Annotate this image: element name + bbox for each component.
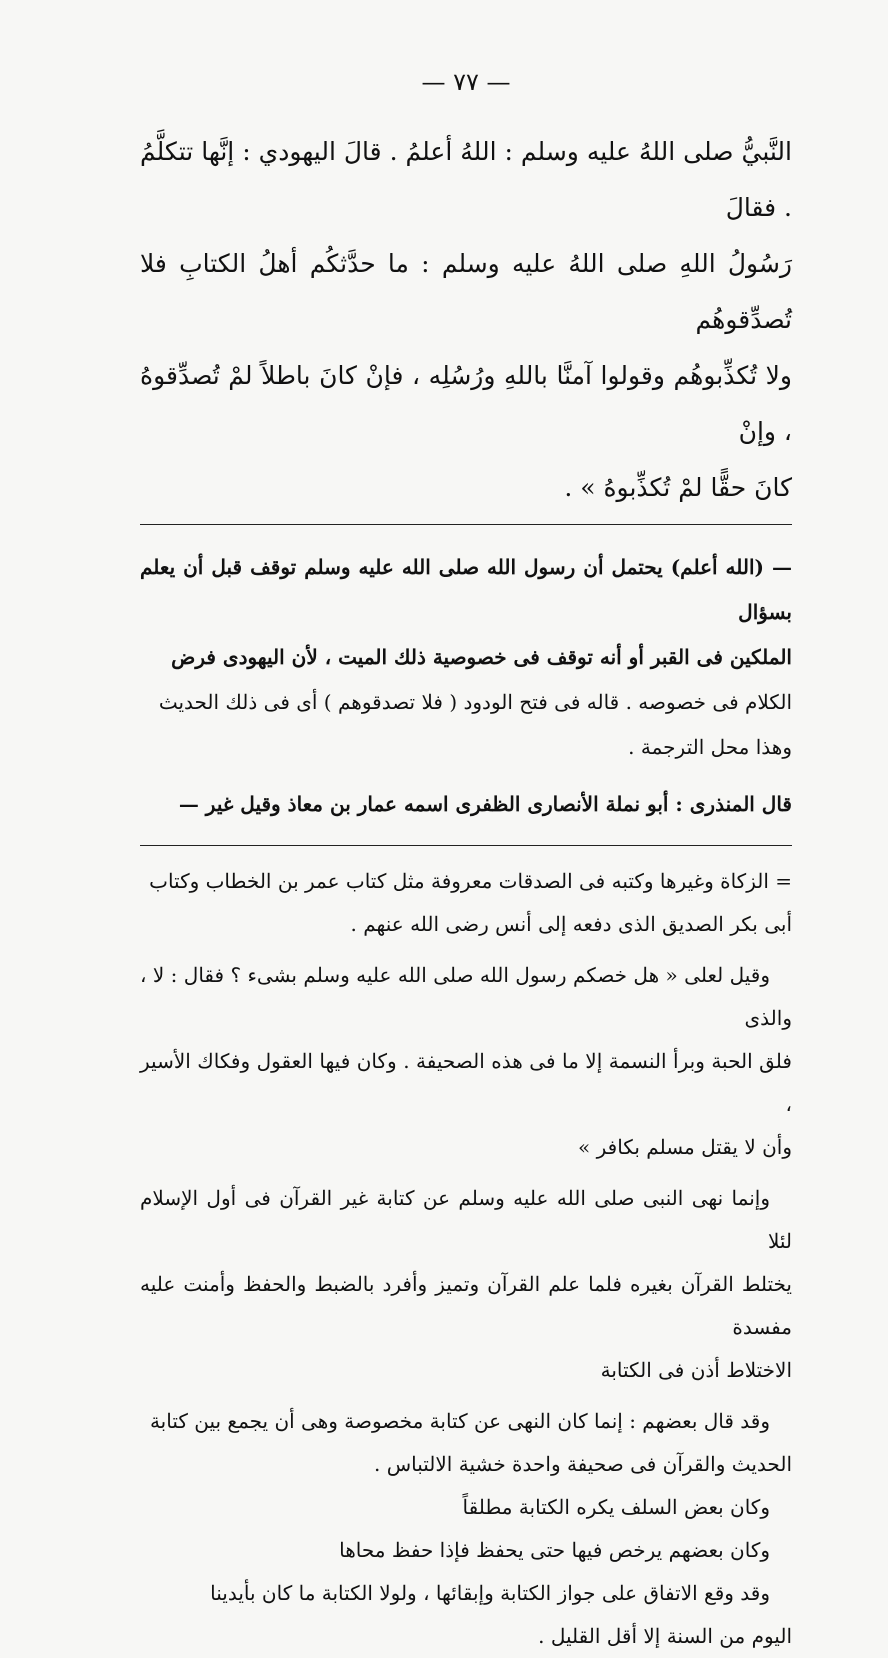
hadith-line: كانَ حقًّا لمْ تُكذِّبوهُ » . — [564, 473, 792, 502]
hadith-line: النَّبيُّ صلى اللهُ عليه وسلم : اللهُ أعلمُ . قالَ اليهودي : إنَّها تتكلَّمُ . فقالَ — [140, 137, 792, 222]
commentary-line: — (الله أعلم) يحتمل أن رسول الله صلى الله عليه وسلم توقف قبل أن يعلم بسؤال — [140, 555, 792, 624]
footnote-line: يختلط القرآن بغيره فلما علم القرآن وتميز وأفرد بالضبط والحفظ وأمنت عليه مفسدة — [140, 1272, 792, 1339]
footnote-line: وقيل لعلى « هل خصكم رسول الله صلى الله عليه وسلم بشىء ؟ فقال : لا ، والذى — [140, 963, 792, 1030]
commentary-line: الكلام فى خصوصه . قاله فى فتح الودود ( فلا تصدقوهم ) أى فى ذلك الحديث — [158, 690, 792, 714]
footnote-line: وقد وقع الاتفاق على جواز الكتابة وإبقائها ، ولولا الكتابة ما كان بأيدينا — [210, 1581, 770, 1605]
hadith-line: رَسُولُ اللهِ صلى اللهُ عليه وسلم : ما حدَّثكُم أهلُ الكتابِ فلا تُصدِّقوهُم — [140, 249, 792, 334]
commentary-note: قال المنذرى : أبو نملة الأنصارى الظفرى اسمه عمار بن معاذ وقيل غير — — [178, 792, 792, 816]
footnote-line: وأن لا يقتل مسلم بكافر » — [578, 1135, 792, 1159]
hadith-line: ولا تُكذِّبوهُم وقولوا آمنَّا باللهِ ورُسُلِه ، فإنْ كانَ باطلاً لمْ تُصدِّقوهُ ، وإنْ — [140, 361, 792, 446]
footnote-line: وكان بعضهم يرخص فيها حتى يحفظ فإذا حفظ محاها — [339, 1538, 770, 1562]
footnote-line: فلق الحبة وبرأ النسمة إلا ما فى هذه الصحيفة . وكان فيها العقول وفكاك الأسير ، — [140, 1049, 792, 1116]
footnote-line: الاختلاط أذن فى الكتابة — [600, 1358, 792, 1382]
divider-main — [140, 524, 792, 525]
commentary-line: الملكين فى القبر أو أنه توقف فى خصوصية ذلك الميت ، لأن اليهودى فرض — [171, 645, 792, 669]
footnote-line: وكان بعض السلف يكره الكتابة مطلقاً — [462, 1495, 770, 1519]
footnote-line: وإنما نهى النبى صلى الله عليه وسلم عن كتابة غير القرآن فى أول الإسلام لئلا — [140, 1186, 792, 1253]
footnote-line: الحديث والقرآن فى صحيفة واحدة خشية الالتباس . — [374, 1452, 792, 1476]
footnote-line: وقد قال بعضهم : إنما كان النهى عن كتابة مخصوصة وهى أن يجمع بين كتابة — [149, 1409, 770, 1433]
commentary-line: وهذا محل الترجمة . — [628, 735, 792, 759]
hadith-text — [140, 124, 792, 516]
footnote-line: = الزكاة وغيرها وكتبه فى الصدقات معروفة مثل كتاب عمر بن الخطاب وكتاب — [149, 869, 792, 893]
commentary — [140, 545, 792, 827]
footnotes — [140, 860, 792, 1658]
footnote-line: أبى بكر الصديق الذى دفعه إلى أنس رضى الله عنهم . — [350, 912, 792, 936]
divider-footnotes — [140, 845, 792, 846]
page-number: — ٧٧ — — [421, 68, 511, 96]
footnote-line: اليوم من السنة إلا أقل القليل . — [538, 1624, 792, 1648]
